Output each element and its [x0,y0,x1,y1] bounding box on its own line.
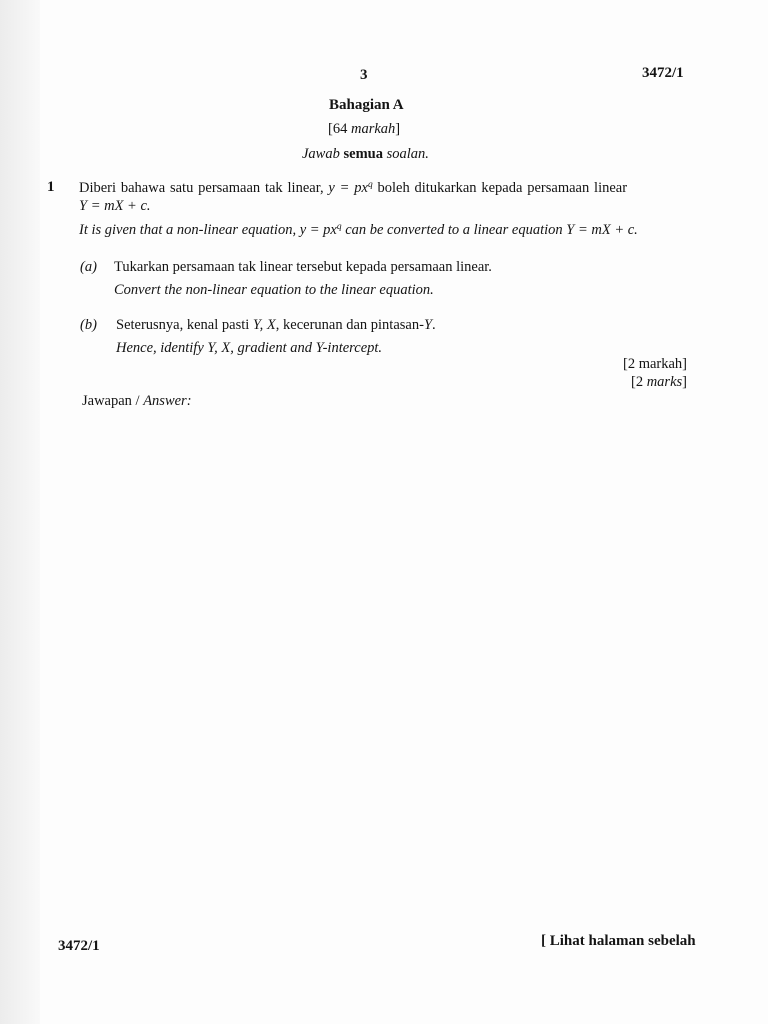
question-stem-malay-linear-eq: Y = mX + c. [79,198,151,214]
marks-malay: [2 markah] [622,356,687,372]
question-number: 1 [47,179,55,195]
question-stem-malay: Diberi bahawa satu persamaan tak linear, $y = px^q$ boleh ditukarkan kepada persamaan linear [79,179,628,196]
next-page-note: [ Lihat halaman sebelah [541,933,696,949]
scan-edge-shadow [0,0,40,1024]
paper-code-header: 3472/1 [642,65,684,81]
answer-label: Jawapan / Answer: [82,393,192,409]
part-b-label: (b) [80,317,97,333]
part-b-text-english: Hence, identify Y, X, gradient and Y-intercept. [116,340,383,356]
answer-space[interactable] [82,420,682,920]
marks-english: [2 marks] [630,374,687,390]
part-a-text-english: Convert the non-linear equation to the linear equation. [114,282,434,298]
section-title: Bahagian A [329,97,404,113]
section-marks: [64 markah] [328,121,401,137]
part-a-text-malay: Tukarkan persamaan tak linear tersebut kepada persamaan linear. [114,259,492,275]
paper-code-footer: 3472/1 [58,938,100,954]
section-instruction: Jawab semua soalan. [302,146,429,162]
part-b-text-malay: Seterusnya, kenal pasti Y, X, kecerunan dan pintasan-Y. [116,317,436,333]
part-a-label: (a) [80,259,97,275]
page-number: 3 [360,67,368,83]
question-stem-english: It is given that a non-linear equation, $y = px^q$ can be converted to a linear equation Y = mX + c. [79,221,638,238]
